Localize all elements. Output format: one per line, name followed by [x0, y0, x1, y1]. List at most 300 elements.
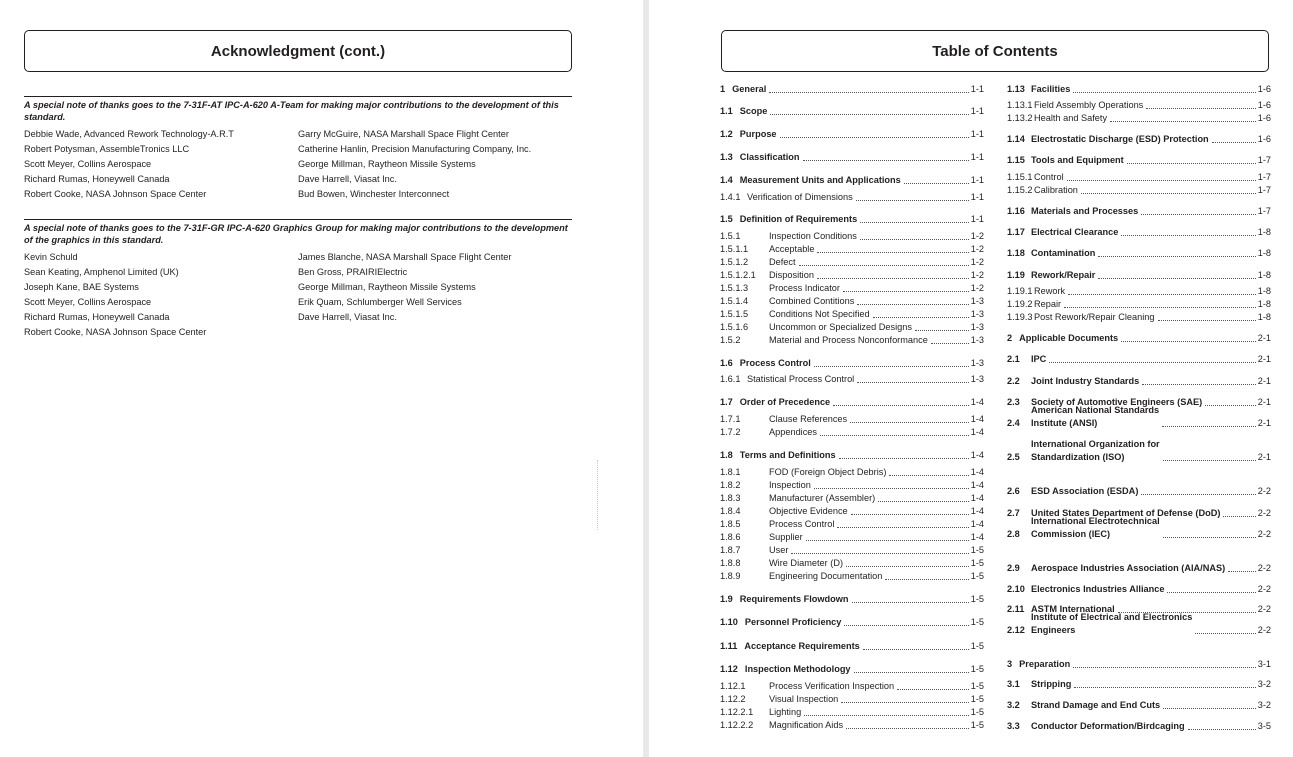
toc-leader — [1110, 121, 1256, 122]
toc-entry[interactable] — [1007, 171, 1271, 184]
toc-entry-title — [1034, 285, 1065, 298]
toc-entry[interactable] — [1007, 583, 1271, 596]
toc-leader — [844, 625, 968, 626]
toc-leader — [885, 579, 968, 580]
toc-entry[interactable] — [720, 719, 984, 732]
toc-entry-title — [1034, 311, 1155, 324]
toc-entry-number: 1.12.2 — [720, 694, 746, 704]
toc-entry[interactable] — [720, 213, 984, 226]
toc-entry[interactable] — [1007, 99, 1271, 112]
toc-leader — [1163, 537, 1256, 538]
toc-entry[interactable] — [1007, 678, 1271, 691]
toc-leader — [1167, 592, 1255, 593]
toc-entry-page: 1-3 — [970, 309, 984, 319]
toc-entry[interactable] — [1007, 311, 1271, 324]
toc-entry-page: 1-2 — [970, 283, 984, 293]
toc-entry-title — [1034, 184, 1078, 197]
toc-entry-text: Visual Inspection — [769, 694, 839, 704]
toc-entry-title — [1034, 99, 1143, 112]
toc-entry[interactable] — [720, 449, 984, 462]
toc-entry-page: 1-2 — [970, 244, 984, 254]
toc-entry-number: 1.12.1 — [720, 681, 746, 691]
toc-entry[interactable] — [720, 282, 984, 295]
toc-entry[interactable] — [720, 295, 984, 308]
toc-leader — [863, 649, 969, 650]
toc-leader — [856, 200, 969, 201]
toc-leader — [770, 114, 968, 115]
toc-entry[interactable] — [720, 269, 984, 282]
toc-entry-text: ASTM International — [1031, 604, 1115, 614]
toc-leader — [769, 92, 968, 93]
ack-section-ateam — [24, 96, 572, 202]
toc-entry-text: Process Indicator — [769, 283, 840, 293]
toc-entry-title — [769, 269, 814, 282]
toc-entry[interactable] — [720, 693, 984, 706]
toc-entry-text: Uncommon or Specialized Designs — [769, 322, 912, 332]
toc-entry-number: 2.9 — [1007, 563, 1020, 573]
toc-entry-text: Joint Industry Standards — [1031, 376, 1140, 386]
toc-entry-text: Combined Contitions — [769, 296, 855, 306]
toc-entry-title — [1034, 112, 1107, 125]
toc-entry-text: Contamination — [1031, 248, 1096, 258]
toc-entry-page: 1-5 — [970, 545, 984, 555]
ack-col-right — [298, 127, 572, 202]
toc-entry-title — [1031, 404, 1159, 430]
toc-entry-title — [1031, 269, 1095, 282]
toc-entry-title — [745, 616, 842, 629]
toc-entry-text: Material and Process Nonconformance — [769, 335, 928, 345]
toc-entry-title — [740, 174, 901, 187]
toc-entry[interactable] — [1007, 485, 1271, 498]
toc-entry[interactable] — [720, 593, 984, 606]
toc-entry-number: 2.1 — [1007, 354, 1020, 364]
toc-entry-page: 1-7 — [1257, 206, 1271, 216]
toc-leader — [915, 330, 969, 331]
toc-entry-title — [1031, 611, 1192, 637]
ack-name: Richard Rumas, Honeywell Canada — [24, 174, 170, 184]
toc-leader — [1188, 729, 1256, 730]
toc-leader — [846, 728, 969, 729]
toc-entry[interactable] — [1007, 184, 1271, 197]
toc-leader — [1068, 294, 1256, 295]
toc-entry[interactable] — [720, 640, 984, 653]
toc-entry-number: 1.14 — [1007, 134, 1025, 144]
toc-entry-number: 1.15.2 — [1007, 185, 1033, 195]
toc-entry-text: Inspection Conditions — [769, 231, 857, 241]
toc-entry[interactable] — [720, 396, 984, 409]
toc-entry-title — [769, 230, 857, 243]
toc-entry-number: 3.2 — [1007, 700, 1020, 710]
toc-entry-number: 1.8.9 — [720, 571, 741, 581]
toc-entry-page: 1-3 — [970, 374, 984, 384]
toc-entry-page: 1-5 — [970, 720, 984, 730]
toc-entry-number: 2.12 — [1007, 625, 1025, 635]
toc-entry-number: 3.3 — [1007, 721, 1020, 731]
ack-name: Debbie Wade, Advanced Rework Technology-A.R.T — [24, 129, 234, 139]
toc-leader — [1121, 235, 1255, 236]
toc-entry-title — [769, 308, 870, 321]
toc-entry-page: 1-5 — [970, 558, 984, 568]
toc-entry-text: Calibration — [1034, 185, 1078, 195]
toc-entry[interactable] — [720, 680, 984, 693]
toc-entry-title — [1019, 658, 1070, 671]
toc-entry-title — [1031, 247, 1095, 260]
toc-entry[interactable] — [720, 616, 984, 629]
toc-entry-page: 1-5 — [970, 664, 984, 674]
toc-entry[interactable] — [720, 105, 984, 118]
toc-entry-page: 1-1 — [970, 214, 984, 224]
toc-leader — [814, 366, 969, 367]
toc-leader — [803, 160, 969, 161]
toc-entry-number: 1.5.1.1 — [720, 244, 749, 254]
toc-entry[interactable] — [720, 128, 984, 141]
toc-entry-text: Disposition — [769, 270, 814, 280]
toc-entry-number: 1.13 — [1007, 84, 1025, 94]
toc-leader — [878, 501, 969, 502]
toc-entry-number: 1.8.8 — [720, 558, 741, 568]
toc-entry[interactable] — [720, 191, 984, 204]
toc-entry-page: 1-7 — [1257, 185, 1271, 195]
toc-entry-page: 2-1 — [1257, 354, 1271, 364]
ack-name: George Millman, Raytheon Missile Systems — [298, 159, 476, 169]
toc-entry-page: 1-4 — [970, 450, 984, 460]
toc-entry-text: Stripping — [1031, 679, 1072, 689]
toc-leader — [846, 566, 969, 567]
toc-entry-text: Rework/Repair — [1031, 270, 1096, 280]
toc-entry[interactable] — [720, 492, 984, 505]
toc-entry-text: Acceptance Requirements — [744, 641, 860, 651]
toc-entry-text: Inspection Methodology — [744, 664, 851, 674]
toc-entry-number: 1.7.2 — [720, 427, 741, 437]
ack-name: Robert Cooke, NASA Johnson Space Center — [24, 327, 207, 337]
toc-leader — [791, 553, 968, 554]
toc-entry[interactable] — [720, 518, 984, 531]
toc-leader — [833, 405, 969, 406]
toc-entry-text: Wire Diameter (D) — [769, 558, 844, 568]
right-page — [649, 0, 1293, 757]
toc-entry-number: 1.5.1.2 — [720, 257, 749, 267]
toc-entry-title — [1031, 699, 1160, 712]
toc-leader — [1162, 426, 1256, 427]
toc-entry-page: 3-2 — [1257, 679, 1271, 689]
toc-entry-text: Society of Automotive Engineers (SAE) — [1031, 397, 1203, 407]
toc-leader — [843, 291, 969, 292]
toc-entry-text: Institute of Electrical and Electronics — [1031, 612, 1193, 622]
toc-entry-title — [732, 83, 766, 96]
toc-leader — [852, 602, 969, 603]
toc-entry-text: Magnification Aids — [769, 720, 844, 730]
toc-entry-number: 1.15.1 — [1007, 172, 1033, 182]
toc-entry-text: Facilities — [1031, 84, 1071, 94]
toc-entry[interactable] — [720, 373, 984, 386]
toc-entry-page: 1-3 — [970, 358, 984, 368]
toc-entry-number: 1.7.1 — [720, 414, 741, 424]
toc-entry-title — [1031, 133, 1209, 146]
toc-entry[interactable] — [1007, 226, 1271, 239]
toc-entry-page: 3-5 — [1257, 721, 1271, 731]
toc-entry-number: 1.8 — [720, 450, 733, 460]
toc-entry-title — [769, 544, 788, 557]
toc-leader — [820, 435, 969, 436]
toc-entry-page: 1-6 — [1257, 113, 1271, 123]
toc-entry-title — [769, 557, 843, 570]
toc-entry-text: Health and Safety — [1034, 113, 1108, 123]
toc-entry[interactable] — [720, 321, 984, 334]
toc-entry-text: Objective Evidence — [769, 506, 848, 516]
toc-leader — [857, 382, 968, 383]
toc-entry-page: 2-2 — [1257, 486, 1271, 496]
toc-leader — [1146, 108, 1255, 109]
toc-entry-title — [744, 640, 859, 653]
toc-entry-title — [1031, 583, 1164, 596]
toc-entry[interactable] — [720, 505, 984, 518]
toc-leader — [1163, 708, 1256, 709]
toc-entry-page: 1-1 — [970, 106, 984, 116]
toc-entry-number: 1.12 — [720, 664, 738, 674]
toc-entry-text: American National Standards — [1031, 405, 1160, 415]
toc-entry-text: Conditions Not Specified — [769, 309, 870, 319]
toc-entry[interactable] — [720, 466, 984, 479]
toc-entry-number: 1.12.2.2 — [720, 720, 754, 730]
toc-entry-title — [769, 295, 854, 308]
toc-entry[interactable] — [720, 256, 984, 269]
toc-entry-number: 1.8.3 — [720, 493, 741, 503]
toc-leader — [839, 458, 969, 459]
toc-entry-page: 1-5 — [970, 641, 984, 651]
toc-entry-page: 1-4 — [970, 480, 984, 490]
ack-note: A special note of thanks goes to the 7-31F-GR IPC-A-620 Graphics Group for making major contributions to the development of the graphics in this standard. — [24, 223, 568, 245]
toc-entry-text: Strand Damage and End Cuts — [1031, 700, 1161, 710]
toc-entry-text: Scope — [739, 106, 768, 116]
toc-entry[interactable] — [720, 413, 984, 426]
toc-entry-title — [740, 357, 811, 370]
toc-entry-number: 3.1 — [1007, 679, 1020, 689]
toc-leader — [931, 343, 969, 344]
toc-entry[interactable] — [720, 243, 984, 256]
toc-leader — [851, 514, 969, 515]
toc-entry-text: Definition of Requirements — [739, 214, 858, 224]
toc-entry-text: Electrostatic Discharge (ESD) Protection — [1031, 134, 1209, 144]
toc-leader — [1049, 362, 1255, 363]
toc-entry-number: 3 — [1007, 659, 1013, 669]
toc-entry-number: 1.7 — [720, 397, 733, 407]
toc-entry-title — [1031, 515, 1160, 541]
toc-entry[interactable] — [1007, 404, 1271, 430]
toc-leader — [817, 278, 969, 279]
toc-entry-number: 2.10 — [1007, 584, 1025, 594]
toc-entry[interactable] — [720, 544, 984, 557]
toc-title: Table of Contents — [721, 30, 1269, 72]
toc-entry[interactable] — [720, 570, 984, 583]
ack-name: Erik Quam, Schlumberger Well Services — [298, 297, 462, 307]
toc-entry[interactable] — [1007, 285, 1271, 298]
ack-name: Garry McGuire, NASA Marshall Space Flight Center — [298, 129, 509, 139]
toc-entry-title — [747, 191, 853, 204]
page-edge-marks — [597, 460, 600, 530]
toc-entry-page: 2-1 — [1257, 418, 1271, 428]
toc-entry-page: 1-5 — [970, 707, 984, 717]
toc-entry-text-line2: Institute (ANSI) — [1031, 418, 1098, 428]
toc-entry[interactable] — [1007, 205, 1271, 218]
toc-entry[interactable] — [1007, 133, 1271, 146]
toc-entry-number: 1 — [720, 84, 726, 94]
toc-entry-title — [769, 413, 847, 426]
toc-entry-text: IPC — [1031, 354, 1047, 364]
toc-entry[interactable] — [720, 174, 984, 187]
toc-entry-page: 1-4 — [970, 467, 984, 477]
toc-entry-title — [769, 256, 796, 269]
toc-entry-page: 2-2 — [1257, 584, 1271, 594]
toc-leader — [1067, 180, 1256, 181]
toc-entry[interactable] — [1007, 154, 1271, 167]
toc-entry[interactable] — [720, 151, 984, 164]
toc-entry-text: Terms and Definitions — [739, 450, 836, 460]
toc-entry-page: 2-1 — [1257, 333, 1271, 343]
toc-entry-number: 1.8.4 — [720, 506, 741, 516]
toc-entry[interactable] — [1007, 699, 1271, 712]
toc-entry-title — [1031, 438, 1160, 464]
toc-entry-number: 1.16 — [1007, 206, 1025, 216]
toc-entry[interactable] — [1007, 332, 1271, 345]
toc-entry-number: 1.11 — [720, 641, 738, 651]
toc-entry-title — [740, 105, 768, 118]
toc-entry-page: 1-3 — [970, 335, 984, 345]
toc-entry[interactable] — [720, 479, 984, 492]
toc-entry-number: 1.12.2.1 — [720, 707, 754, 717]
toc-entry-page: 1-6 — [1257, 100, 1271, 110]
toc-entry-title — [740, 128, 777, 141]
toc-entry-title — [1031, 226, 1118, 239]
toc-entry-text: Conductor Deformation/Birdcaging — [1031, 721, 1185, 731]
toc-entry[interactable] — [720, 83, 984, 96]
toc-entry[interactable] — [720, 308, 984, 321]
toc-entry[interactable] — [1007, 298, 1271, 311]
toc-entry-number: 1.8.2 — [720, 480, 741, 490]
toc-entry-number: 1.10 — [720, 617, 738, 627]
toc-entry[interactable] — [1007, 720, 1271, 733]
toc-entry-page: 1-3 — [970, 296, 984, 306]
toc-entry[interactable] — [720, 357, 984, 370]
toc-entry-text: Repair — [1034, 299, 1062, 309]
toc-entry[interactable] — [720, 230, 984, 243]
ack-name: Catherine Hanlin, Precision Manufacturing Company, Inc. — [298, 144, 532, 154]
toc-entry-number: 1.8.1 — [720, 467, 741, 477]
toc-leader — [850, 422, 969, 423]
toc-entry-number: 1.5.2 — [720, 335, 741, 345]
toc-entry-title — [769, 719, 843, 732]
toc-entry-number: 2.11 — [1007, 604, 1025, 614]
toc-entry-title — [1031, 154, 1124, 167]
toc-entry-title — [769, 321, 912, 334]
toc-entry[interactable] — [1007, 658, 1271, 671]
toc-entry-number: 2.2 — [1007, 376, 1020, 386]
toc-entry-number: 1.2 — [720, 129, 733, 139]
toc-entry-page: 1-4 — [970, 519, 984, 529]
ack-name: James Blanche, NASA Marshall Space Flight Center — [298, 252, 512, 262]
toc-leader — [860, 239, 969, 240]
toc-leader — [841, 702, 968, 703]
ack-name: Scott Meyer, Collins Aerospace — [24, 159, 152, 169]
toc-entry[interactable] — [720, 334, 984, 347]
ack-name: Sean Keating, Amphenol Limited (UK) — [24, 267, 179, 277]
toc-entry-title — [745, 663, 851, 676]
toc-entry-number: 1.13.1 — [1007, 100, 1033, 110]
ack-name: Kevin Schuld — [24, 252, 78, 262]
toc-entry[interactable] — [1007, 562, 1271, 575]
toc-leader — [817, 252, 968, 253]
toc-entry-title — [747, 373, 854, 386]
toc-entry-text: ESD Association (ESDA) — [1031, 486, 1139, 496]
toc-entry-page: 2-2 — [1257, 563, 1271, 573]
toc-entry-text: Measurement Units and Applications — [739, 175, 901, 185]
toc-entry[interactable] — [1007, 375, 1271, 388]
toc-entry-number: 1.5.1 — [720, 231, 741, 241]
toc-entry-title — [769, 282, 840, 295]
toc-entry-title — [1031, 353, 1046, 366]
toc-entry-title — [740, 593, 849, 606]
toc-entry-text: FOD (Foreign Object Debris) — [769, 467, 887, 477]
toc-leader — [1228, 571, 1256, 572]
toc-entry-text: Field Assembly Operations — [1034, 100, 1144, 110]
toc-entry[interactable] — [1007, 438, 1271, 464]
toc-entry-number: 1.5.1.4 — [720, 296, 749, 306]
toc-entry-page: 1-3 — [970, 322, 984, 332]
toc-entry-page: 2-2 — [1257, 625, 1271, 635]
toc-entry-title — [769, 531, 803, 544]
toc-entry-text: Applicable Documents — [1019, 333, 1119, 343]
toc-leader — [814, 488, 969, 489]
toc-entry[interactable] — [720, 426, 984, 439]
toc-entry-page: 1-5 — [970, 571, 984, 581]
toc-leader — [1212, 142, 1256, 143]
toc-entry-page: 1-1 — [970, 192, 984, 202]
toc-entry[interactable] — [1007, 353, 1271, 366]
toc-entry-number: 1.8.7 — [720, 545, 741, 555]
toc-entry[interactable] — [1007, 611, 1271, 637]
toc-entry[interactable] — [720, 706, 984, 719]
toc-entry-number: 1.19 — [1007, 270, 1025, 280]
toc-entry-title — [769, 693, 838, 706]
toc-entry[interactable] — [1007, 247, 1271, 260]
toc-entry-number: 1.17 — [1007, 227, 1025, 237]
toc-entry-text: Classification — [739, 152, 800, 162]
toc-entry-title — [1031, 562, 1225, 575]
ack-name: Scott Meyer, Collins Aerospace — [24, 297, 152, 307]
toc-entry-title — [769, 426, 817, 439]
toc-entry-page: 2-1 — [1257, 397, 1271, 407]
toc-entry[interactable] — [1007, 269, 1271, 282]
toc-entry[interactable] — [1007, 112, 1271, 125]
toc-entry-text: Acceptable — [769, 244, 815, 254]
toc-entry[interactable] — [720, 531, 984, 544]
toc-entry-text: Requirements Flowdown — [739, 594, 849, 604]
toc-entry-page: 1-8 — [1257, 270, 1271, 280]
toc-entry-text: Tools and Equipment — [1031, 155, 1124, 165]
toc-entry-page: 3-1 — [1257, 659, 1271, 669]
toc-entry-text: General — [732, 84, 767, 94]
toc-entry[interactable] — [1007, 83, 1271, 96]
toc-entry-number: 1.4 — [720, 175, 733, 185]
toc-entry-number: 2.3 — [1007, 397, 1020, 407]
toc-leader — [854, 672, 969, 673]
toc-entry[interactable] — [720, 557, 984, 570]
toc-entry-page: 2-2 — [1257, 604, 1271, 614]
toc-entry[interactable] — [720, 663, 984, 676]
toc-entry[interactable] — [1007, 515, 1271, 541]
ack-note: A special note of thanks goes to the 7-31F-AT IPC-A-620 A-Team for making major contributions to the development of this standard. — [24, 100, 559, 122]
toc-leader — [897, 689, 969, 690]
toc-entry-page: 2-2 — [1257, 508, 1271, 518]
